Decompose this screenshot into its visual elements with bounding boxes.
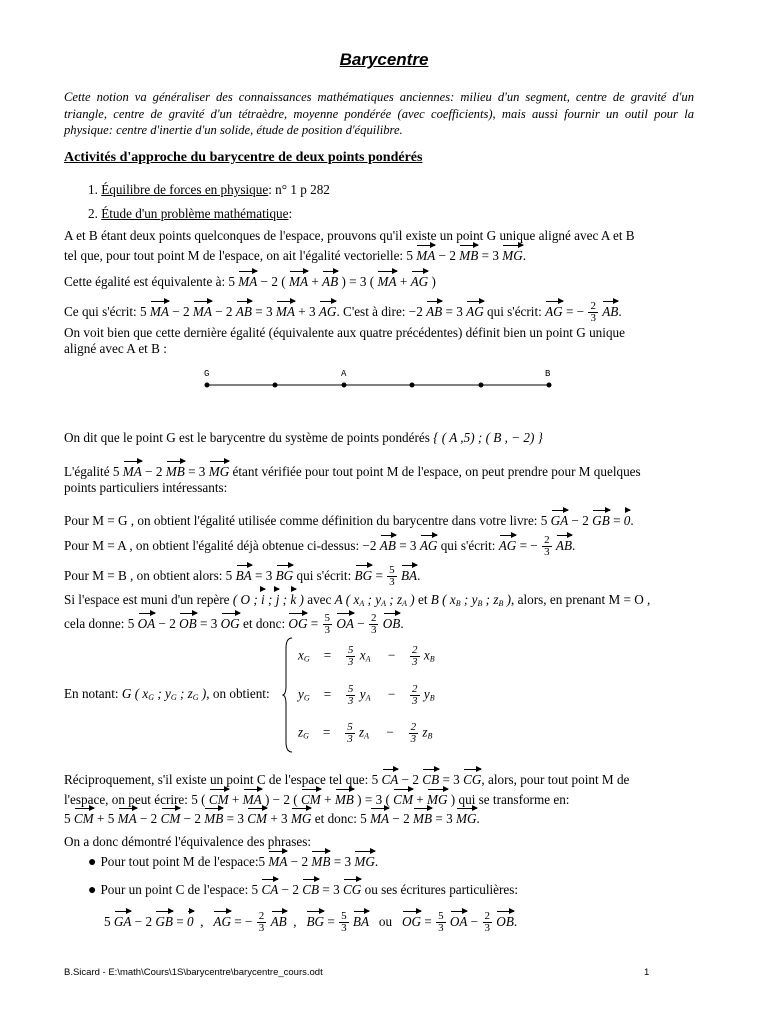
text-span: Pour un point C de l'espace: xyxy=(100,882,249,897)
fraction: $\frac{2}{3}$ xyxy=(544,534,550,559)
paragraph-4-line-1: On voit bien que cette dernière égalité (équivalente aux quatre précédentes) définit bien un point G unique xyxy=(64,325,625,340)
paragraph-7: Pour M = G , on obtient l'égalité utilisée comme définition du barycentre dans votre livre: 5 GA − 2 GB = 0. xyxy=(64,509,634,529)
paragraph-6-line-2: points particuliers intéressants: xyxy=(64,479,228,495)
fraction: $\frac{2}{3}$ xyxy=(370,612,377,637)
text-span: Pour M = A , on obtient l'égalité déjà obtenue ci-dessus: xyxy=(64,538,360,553)
text-span: qui s'écrit: xyxy=(296,568,352,583)
paragraph-13-line-3: 5 CM + 5 MA − 2 CM − 2 MB = 3 CM + 3 MG et donc: 5 MA − 2 MB = 3 MG. xyxy=(64,807,704,827)
section-heading: Activités d'approche du barycentre de deux points pondérés xyxy=(64,150,423,165)
fraction: $\frac{5}{3}$ xyxy=(324,612,331,637)
text-span: étant vérifiée pour tout point M de l'espace, on peut prendre pour M quelques xyxy=(232,464,641,479)
text-span: L'égalité xyxy=(64,464,110,479)
list-text: : xyxy=(288,206,293,221)
paragraph-4 xyxy=(64,325,704,356)
text-span: ou xyxy=(378,914,393,929)
point-2 xyxy=(410,383,415,388)
label-g: G xyxy=(204,369,210,379)
text-span: tel que, pour tout point M de l'espace, on ait l'égalité vectorielle: xyxy=(64,247,404,263)
text-span: Si l'espace est muni d'un repère xyxy=(64,592,230,607)
text-span: Ce qui s'écrit: xyxy=(64,304,137,319)
text-span: Pour M = G , on obtient l'égalité utilisée comme définition du barycentre dans votre livre: xyxy=(64,513,538,528)
list-item-1 xyxy=(88,182,330,198)
text-span: et donc: xyxy=(314,811,357,826)
text-span: , alors, en prenant M = O , xyxy=(511,592,651,607)
label-a: A xyxy=(341,369,347,379)
list-text: : n° 1 p 282 xyxy=(268,182,330,197)
point-3 xyxy=(479,383,484,388)
text-span: Réciproquement, s'il existe un point C de l'espace tel que: xyxy=(64,772,369,787)
points-diagram xyxy=(195,365,565,395)
list-number: 2. xyxy=(88,206,98,221)
bullet-icon: ● xyxy=(88,855,97,870)
list-link: Équilibre de forces en physique xyxy=(101,182,269,197)
page-number: 1 xyxy=(644,967,650,978)
bullet-item-1: ● Pour tout point M de l'espace:5 MA − 2 MB = 3 MG. xyxy=(88,850,378,872)
intro-paragraph: Cette notion va généraliser des connaissances mathématiques anciennes: milieu d'un segment, centre de gravité d'un triangle, centre de gravité d'un tétraèdre, moyenne pondérée (avec coefficients), mais aussi fournir un outil pour la physique: centre d'inertie d'un solide, étude de position d'équilibre. xyxy=(64,90,694,137)
text-span: , alors, pour tout point M de xyxy=(481,772,630,787)
paragraph-4-line-2: aligné avec A et B : xyxy=(64,340,167,356)
fraction: $\frac{2}{3}$ xyxy=(590,300,596,325)
text-span: Pour tout point M de l'espace: xyxy=(100,854,259,869)
footer-path: B.Sicard - E:\math\Cours\1S\barycentre\barycentre_cours.odt xyxy=(64,967,323,978)
paragraph-9: Pour M = B , on obtient alors: 5 BA = 3 BG qui s'écrit: BG = $\frac{5}{3}$ BA. xyxy=(64,564,421,589)
point-g xyxy=(205,383,210,388)
paragraph-12: En notant: G ( $x_G$ ; $y_G$ ; $z_G$ ), on obtient: xyxy=(64,686,270,702)
paragraph-5: On dit que le point G est le barycentre du système de points pondérés { ( A ,5) ; ( B , − 2) } xyxy=(64,430,543,445)
point-a xyxy=(342,383,347,388)
bullet-icon: ● xyxy=(88,883,97,898)
text-span: , on obtient: xyxy=(206,686,270,701)
text-span: Pour M = B , on obtient alors: xyxy=(64,568,223,583)
text-span: On dit que le point G est le barycentre du système de points pondérés xyxy=(64,430,430,445)
text-span: ou ses écritures particulières: xyxy=(364,882,519,897)
list-link: Étude d'un problème mathématique xyxy=(101,206,289,221)
system-row-x: $x_G$ = $\frac{5}{3}$ $x_A$ − $\frac{2}{3}$ $x_B$ xyxy=(298,644,435,668)
paragraph-6 xyxy=(64,460,704,495)
text-span: l'espace, on peut écrire: xyxy=(64,791,188,807)
paragraph-14: On a donc démontré l'équivalence des phrases: xyxy=(64,834,311,849)
text-span: cela donne: xyxy=(64,616,125,631)
text-span: Cette égalité est équivalente à: xyxy=(64,274,226,289)
paragraph-1-line-2: tel que, pour tout point M de l'espace, on ait l'égalité vectorielle: 5 MA − 2 MB = 3 MG. xyxy=(64,244,704,264)
paragraph-13 xyxy=(64,768,704,827)
text-span: et xyxy=(417,592,428,607)
paragraph-1 xyxy=(64,228,704,263)
label-b: B xyxy=(545,369,551,379)
system-row-z: $z_G$ = $\frac{5}{3}$ $z_A$ − $\frac{2}{3}$ $z_B$ xyxy=(298,721,433,745)
paragraph-1-line-1: A et B étant deux points quelconques de l'espace, prouvons qu'il existe un point G unique aligné avec A et B xyxy=(64,228,635,243)
point-b xyxy=(547,383,552,388)
paragraph-10: Si l'espace est muni d'un repère ( O ; i ; j ; k ) avec A ( $x_A$ ; $y_A$ ; $z_A$ ) et B ( $x_B$ ; $y_B$ ; $z_B$ ), alors, en prenant M = O , xyxy=(64,588,650,609)
paragraph-3: Ce qui s'écrit: 5 MA − 2 MA − 2 AB = 3 MA + 3 AG. C'est à dire: −2 AB = 3 AG qui s'écrit: AG = − $\frac{2}{3}$ AB. xyxy=(64,300,622,325)
paragraph-13-line-1: Réciproquement, s'il existe un point C de l'espace tel que: 5 CA − 2 CB = 3 CG, alors, pour tout point M de xyxy=(64,768,704,788)
page-title: Barycentre xyxy=(339,50,429,69)
point-1 xyxy=(273,383,278,388)
text-span: qui s'écrit: xyxy=(440,538,496,553)
paragraph-2: Cette égalité est équivalente à: 5 MA − 2 ( MA + AB ) = 3 ( MA + AG ) xyxy=(64,270,436,290)
list-item-2 xyxy=(88,206,292,222)
paragraph-8: Pour M = A , on obtient l'égalité déjà obtenue ci-dessus: −2 AB = 3 AG qui s'écrit: AG = − $\frac{2}{3}$ AB. xyxy=(64,534,576,559)
fraction: $\frac{5}{3}$ xyxy=(389,564,395,589)
paragraph-13-line-2: l'espace, on peut écrire: 5 ( CM + MA ) − 2 ( CM + MB ) = 3 ( CM + MG ) qui se transforme en: xyxy=(64,788,704,808)
bullet-item-2: ● Pour un point C de l'espace: 5 CA − 2 CB = 3 CG ou ses écritures particulières: xyxy=(88,878,518,900)
text-span: qui s'écrit: xyxy=(487,304,542,319)
list-number: 1. xyxy=(88,182,98,197)
brace xyxy=(282,636,294,754)
paragraph-6-line-1: L'égalité 5 MA − 2 MB = 3 MG étant vérifiée pour tout point M de l'espace, on peut prendre pour M quelques xyxy=(64,460,704,480)
text-span: et donc: xyxy=(243,616,286,631)
system-row-y: $y_G$ = $\frac{5}{3}$ $y_A$ − $\frac{2}{3}$ $y_B$ xyxy=(298,683,435,707)
text-span: qui se transforme en: xyxy=(458,791,570,807)
particular-forms: 5 GA − 2 GB = 0 , AG = − $\frac{2}{3}$ AB , BG = $\frac{5}{3}$ BA ou OG = $\frac{5}{3}$ OA − $\frac{2}{3}$ OB. xyxy=(104,910,518,935)
text-span: En notant: xyxy=(64,686,119,701)
paragraph-11: cela donne: 5 OA − 2 OB = 3 OG et donc: OG = $\frac{5}{3}$ OA − $\frac{2}{3}$ OB. xyxy=(64,612,404,637)
text-span: . C'est à dire: xyxy=(336,304,406,319)
text-span: avec xyxy=(307,592,332,607)
